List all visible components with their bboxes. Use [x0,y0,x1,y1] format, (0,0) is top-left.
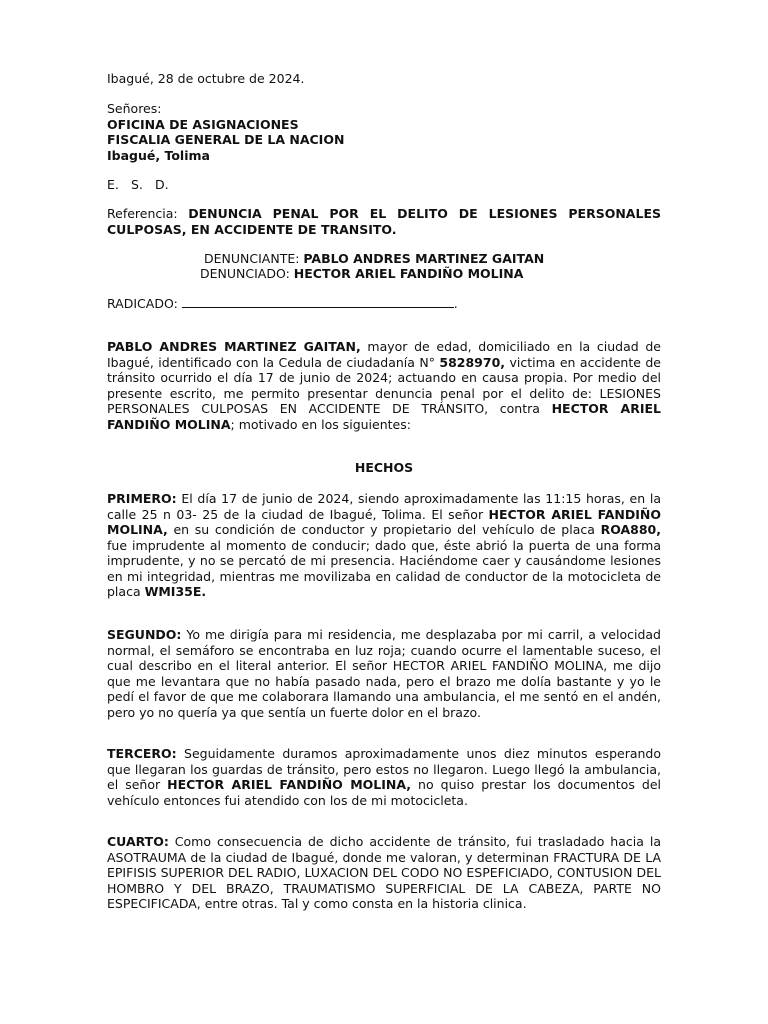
esd-s: S. [131,177,143,192]
esd-line [107,177,661,193]
radicado-label: RADICADO: [107,296,178,311]
radicado-line [107,296,661,312]
accused-line [200,266,523,282]
reference-text: DENUNCIA PENAL POR EL DELITO DE LESIONES PERSONALES CULPOSAS, EN ACCIDENTE DE TRANSITO. [107,206,661,237]
fact-third-label: TERCERO: [107,746,177,761]
reference-label: Referencia: [107,206,178,221]
addressee-institution: FISCALIA GENERAL DE LA NACION [107,132,345,147]
esd-e: E. [107,177,119,192]
radicado-end: . [453,296,458,311]
intro-name: PABLO ANDRES MARTINEZ GAITAN, [107,339,361,354]
fact-third-name: HECTOR ARIEL FANDIÑO MOLINA, [167,777,411,792]
greeting: Señores: [107,101,162,116]
intro-text-2: victima en accidente de tránsito ocurrido el día 17 de junio de 2024; actuando en causa propia. Por medio del presente escrito, me permito presentar denuncia penal por el delito de: LESIONES PERSONALES CULPOSAS EN ACCIDENTE DE TRÁNSITO, contra [107,354,661,416]
fact-first-plate: ROA880, [600,522,661,537]
fact-first-text-2: en su condición de conductor y propietario del vehículo de placa [167,522,601,537]
intro-text-1: mayor de edad, domiciliado en la ciudad de Ibagué, identificado con la Cedula de ciudadanía N° [107,339,662,370]
intro-id-number: 5828970, [439,354,506,370]
date-line: Ibagué, 28 de octubre de 2024. [107,71,305,86]
fact-first-label: PRIMERO: [107,491,177,506]
fact-third [107,746,661,808]
addressee-office: OFICINA DE ASIGNACIONES [107,116,299,132]
fact-second-text: Yo me dirigía para mi residencia, me desplazaba por mi carril, a velocidad normal, el semáforo se encontraba en luz roja; cuando ocurre el lamentable suceso, el cual describo en el literal anterior. El señor HECTOR ARIEL FANDIÑO MOLINA, me dijo que me levantara que no había pasado nada, pero el brazo me dolía bastante y yo le pedí el favor de que me colaborara llamando una ambulancia, el me sentó en el andén, pero yo no quería ya que sentía un fuerte dolor en el brazo. [107,627,661,720]
fact-first [107,491,661,600]
complainant-label: DENUNCIANTE: [204,251,300,266]
fact-third-text-1: Seguidamente duramos aproximadamente unos diez minutos esperando que llegaran los guardas de tránsito, pero estos no llegaron. Luego llegó la ambulancia, el señor [107,746,661,792]
addressee-block [107,101,661,163]
fact-fourth-text: Como consecuencia de dicho accidente de tránsito, fui trasladado hacia la ASOTRAUMA de la ciudad de Ibagué, donde me valoran, y determinan FRACTURA DE LA EPIFISIS SUPERIOR DEL RADIO, LUXACION DEL CODO NO ESPEFICIADO, CONTUSION DEL HOMBRO Y DEL BRAZO, TRAUMATISMO SUPERFICIAL DE LA CABEZA, PARTE NO ESPECIFICADA, entre otras. Tal y como consta en la historia clinica. [107,834,661,911]
intro-accused: HECTOR ARIEL FANDIÑO MOLINA [107,401,661,432]
fact-third-text-2: no quiso prestar los documentos del vehículo entonces fui atendido con los de mi motocicleta. [107,777,661,808]
radicado-blank [182,296,454,308]
intro-text-3: ; motivado en los siguientes: [230,416,411,432]
fact-second [107,627,661,720]
fact-first-text-3: fue imprudente al momento de conducir; dado que, éste abrió la puerta de una forma imprudente, y no se percató de mi presencia. Haciéndome caer y causándome lesiones en mi integridad, mientras me movilizaba en calidad de conductor de la motocicleta de placa [107,537,661,599]
complainant-line [204,251,544,267]
section-title: HECHOS [354,460,414,475]
intro-paragraph [107,339,661,432]
fact-fourth-label: CUARTO: [107,834,169,849]
fact-fourth [107,834,661,912]
fact-first-text-1: El día 17 de junio de 2024, siendo aproximadamente las 11:15 horas, en la calle 25 n 03- 25 de la ciudad de Ibagué, Tolima. El señor [107,491,661,522]
fact-first-name: HECTOR ARIEL FANDIÑO MOLINA, [107,506,661,537]
complainant-name: PABLO ANDRES MARTINEZ GAITAN [303,251,545,266]
accused-label: DENUNCIADO: [200,266,290,281]
addressee-city: Ibagué, Tolima [107,147,210,163]
fact-first-plate-2: WMI35E. [144,584,207,599]
esd-d: D. [155,177,169,192]
accused-name: HECTOR ARIEL FANDIÑO MOLINA [293,266,524,281]
reference-block [107,206,661,237]
fact-second-label: SEGUNDO: [107,627,182,642]
